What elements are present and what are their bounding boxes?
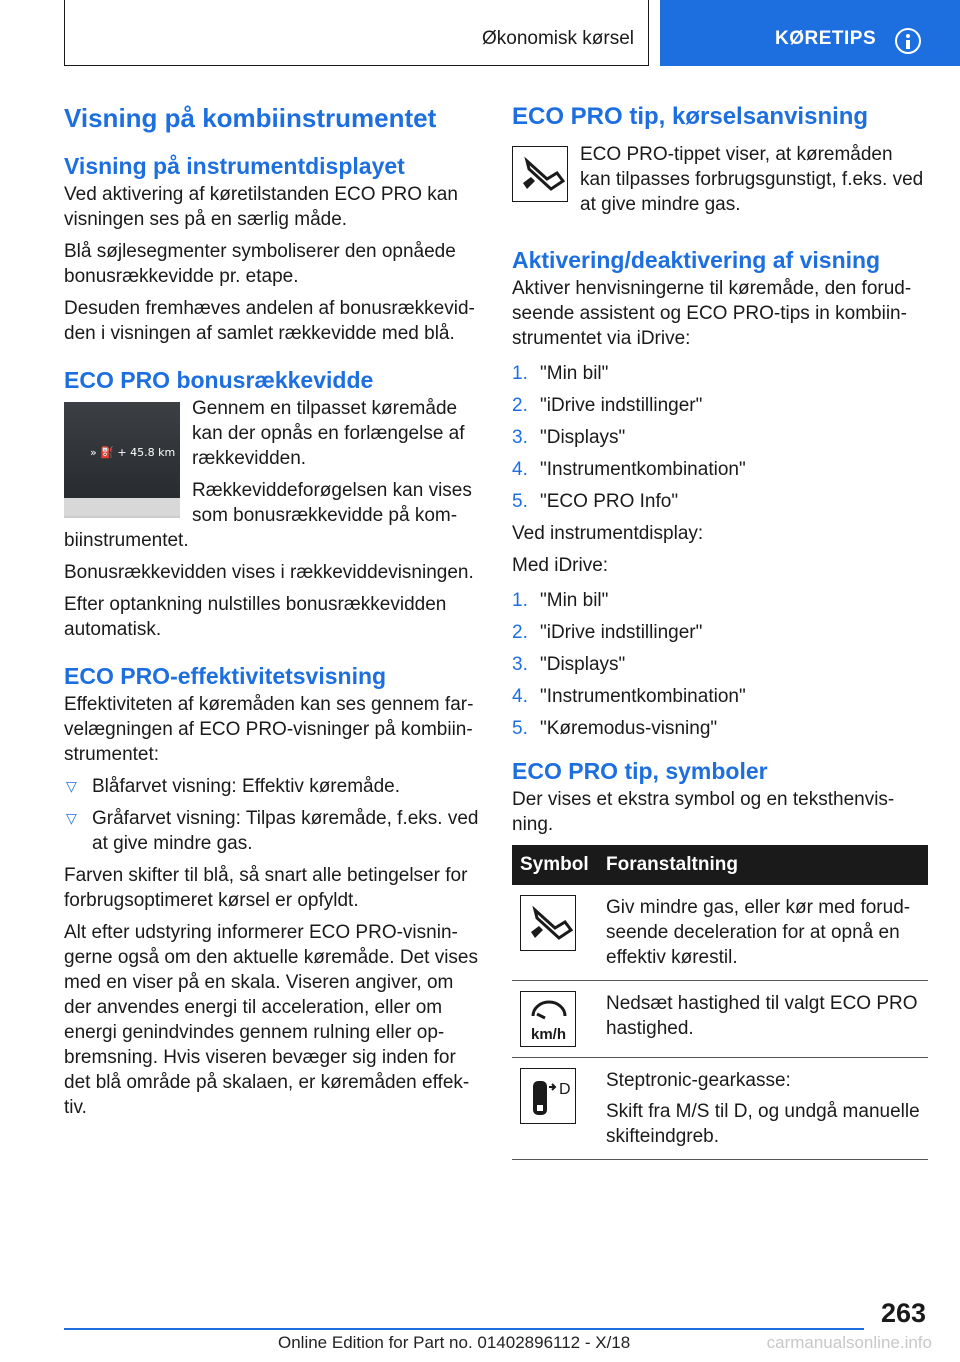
- table-row: [512, 885, 928, 981]
- gear-selector-icon: [520, 1068, 576, 1124]
- list-item: 5. "ECO PRO Info": [512, 491, 679, 512]
- heading-bonus-range: ECO PRO bonusrækkevidde: [64, 367, 374, 393]
- paragraph: Alt efter udstyring informerer ECO PRO-visnin-gerne også om den aktuelle køremåde. Det vises med en viser på en skala. Viseren angiver, om der anvendes energi til acceleration, eller om energi genindvindes gennem rulning eller op-bremsning. Hvis viseren bevæger sig inden for det blå område på skalaen, er køremåden effek-tiv.: [64, 922, 478, 1118]
- heading-efficiency: ECO PRO-effektivitetsvisning: [64, 663, 387, 689]
- list-item: 3. "Displays": [512, 427, 626, 448]
- table-cell: Nedsæt hastighed til valgt ECO PRO hastighed.: [598, 981, 928, 1058]
- table-header-action: Foranstaltning: [598, 845, 928, 885]
- steps-list-1: [512, 361, 928, 514]
- paragraph: ECO PRO-tippet viser, at køremåden kan tilpasses forbrugsgunstigt, f.eks. ved at give mindre gas.: [580, 144, 924, 215]
- paragraph: Blå søjlesegmenter symboliserer den opnåede bonusrækkevidde pr. etape.: [64, 241, 456, 287]
- page-number: 263: [880, 1298, 926, 1328]
- speedometer-icon: [520, 991, 576, 1047]
- paragraph: Bonusrækkevidden vises i rækkeviddevisningen.: [64, 562, 474, 583]
- table-cell-title: Steptronic-gearkasse:: [606, 1070, 791, 1091]
- list-item: 1. "Min bil": [512, 363, 609, 384]
- bonus-figure-row: [64, 396, 479, 553]
- watermark: carmanualsonline.info: [766, 1333, 932, 1352]
- paragraph: Aktiver henvisningerne til køremåde, den forud-seende assistent og ECO PRO-tips in kombiin-strumentet via iDrive:: [512, 278, 912, 349]
- heading-symbols: ECO PRO tip, symboler: [512, 758, 768, 784]
- table-header-row: [512, 845, 928, 885]
- list-item: ▽ Gråfarvet visning: Tilpas køremåde, f.eks. ved at give mindre gas.: [64, 806, 479, 856]
- paragraph: Ved instrumentdisplay:: [512, 523, 704, 544]
- paragraph: Ved aktivering af køretilstanden ECO PRO kan visningen ses på en særlig måde.: [64, 184, 458, 230]
- table-header-symbol: Symbol: [512, 845, 598, 885]
- paragraph: Farven skifter til blå, så snart alle betingelser for forbrugsoptimeret kørsel er opfyldt.: [64, 865, 468, 911]
- list-item: 4. "Instrumentkombination": [512, 686, 746, 707]
- list-item: 3. "Displays": [512, 654, 626, 675]
- heading-activation: Aktivering/deaktivering af visning: [512, 247, 881, 273]
- heading-instrumentdisplay: Visning på instrumentdisplayet: [64, 153, 405, 179]
- list-item: 2. "iDrive indstillinger": [512, 395, 703, 416]
- gear-d-label: D: [559, 1081, 571, 1098]
- chapter-title: KØRETIPS: [775, 28, 877, 49]
- steps-list-2: [512, 588, 928, 741]
- table-row: [512, 1058, 928, 1160]
- heading-kombiinstrument: Visning på kombiinstrumentet: [64, 103, 437, 133]
- table-cell: Giv mindre gas, eller kør med forud-seende deceleration for at opnå en effektiv kørestil.: [598, 885, 928, 981]
- paragraph: Med iDrive:: [512, 555, 609, 576]
- foot-off-pedal-icon: [520, 895, 576, 951]
- bonus-range-display-image: [64, 402, 180, 518]
- symbol-table: [512, 845, 928, 1160]
- paragraph: Gennem en tilpasset køremåde kan der opnås en forlængelse af rækkevidden.: [192, 398, 465, 469]
- bonus-range-display-label: » ⛽ + 45.8 km: [90, 446, 176, 459]
- paragraph: Efter optankning nulstilles bonusrækkevidden automatisk.: [64, 594, 447, 640]
- footer-divider: [64, 1328, 864, 1330]
- list-item: 2. "iDrive indstillinger": [512, 622, 703, 643]
- paragraph: Rækkeviddeforøgelsen kan vises som bonusrækkevidde på kom-biinstrumentet.: [64, 480, 472, 551]
- foot-off-pedal-icon: [512, 146, 568, 202]
- table-cell: Skift fra M/S til D, og undgå manuelle skifteindgreb.: [606, 1101, 920, 1147]
- list-item: ▽ Blåfarvet visning: Effektiv køremåde.: [64, 774, 479, 799]
- speed-unit-label: km/h: [531, 1026, 567, 1043]
- paragraph: Desuden fremhæves andelen af bonusrækkevid-den i visningen af samlet rækkevidde med blå.: [64, 298, 475, 344]
- info-icon[interactable]: [895, 28, 921, 54]
- list-item: 1. "Min bil": [512, 590, 609, 611]
- table-row: [512, 981, 928, 1058]
- list-item: 4. "Instrumentkombination": [512, 459, 746, 480]
- paragraph: Effektiviteten af køremåden kan ses gennem far-velægningen af ECO PRO-visninger på kombiin-strumentet:: [64, 694, 474, 765]
- tip-figure-row: [512, 142, 928, 224]
- paragraph: Der vises et ekstra symbol og en teksthenvis-ning.: [512, 789, 895, 835]
- header-section-tab: [64, 0, 649, 66]
- bullet-list: [64, 774, 479, 856]
- left-column: [64, 100, 479, 1127]
- right-column: [512, 100, 928, 1160]
- heading-eco-pro-tip: ECO PRO tip, kørselsanvisning: [512, 103, 869, 130]
- list-item: 5. "Køremodus-visning": [512, 718, 718, 739]
- edition-note: Online Edition for Part no. 01402896112 - X/18: [278, 1333, 631, 1352]
- section-title: Økonomisk kørsel: [481, 28, 634, 49]
